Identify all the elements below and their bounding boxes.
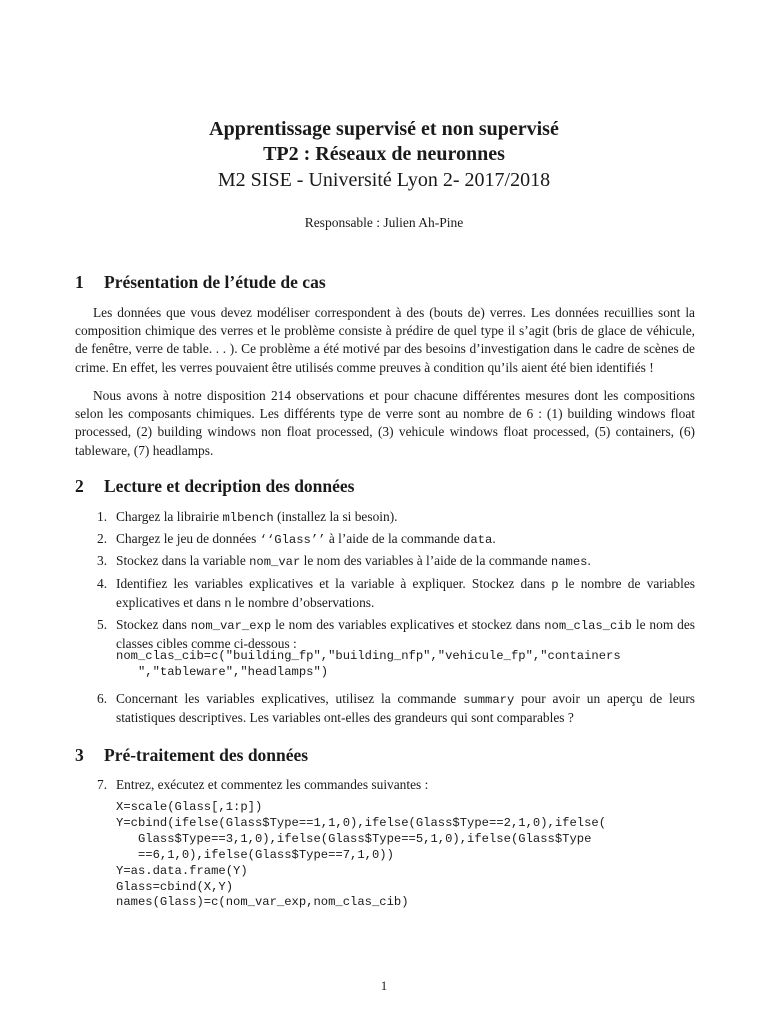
list-item: 5. Stockez dans nom_var_exp le nom des variables explicatives et stockez dans nom_clas_cib le nom des classes cibles comme ci-dessous : <box>97 617 695 652</box>
list-item: 3. Stockez dans la variable nom_var le nom des variables à l’aide de la commande names. <box>97 553 591 570</box>
program-title: M2 SISE - Université Lyon 2- 2017/2018 <box>217 169 551 191</box>
section-2-heading <box>75 476 355 497</box>
section-2-number: 2 <box>75 476 84 496</box>
section-3-list <box>75 776 695 794</box>
code-block-preprocessing: X=scale(Glass[,1:p]) Y=cbind(ifelse(Glass$Type==1,1,0),ifelse(Glass$Type==2,1,0),ifelse( Glass$Type==3,1,0),ifelse(Glass$Type==5,1,0),ifelse(Glass$Type ==6,1,0),ifelse(Glass$Type==7,1,0)) Y=as.data.frame(Y) Glass=cbind(X,Y) names(Glass)=c(nom_var_exp,nom_clas_cib) <box>116 800 607 910</box>
list-item: 6. Concernant les variables explicatives, utilisez la commande summary pour avoir un aperçu de leurs statistiques descriptives. Les variables ont-elles des grandeurs qui sont comparables ? <box>97 691 696 726</box>
section-3-heading <box>75 745 308 766</box>
section-1-paragraph-2: Nous avons à notre disposition 214 observations et pour chacune différentes mesures dont les compositions selon les composants chimiques. Les différents type de verre sont au nombre de 6 : (1) building windows float processed, (2) building windows non float processed, (3) vehicule windows float processed, (5) containers, (6) tableware, (7) headlamps. <box>75 388 695 458</box>
section-2-title: Lecture et decription des données <box>104 476 355 496</box>
list-item: 4. Identifiez les variables explicatives et la variable à expliquer. Stockez dans p le nombre de variables explicatives et dans n le nombre d’observations. <box>97 575 695 611</box>
list-item: 7. Entrez, exécutez et commentez les commandes suivantes : <box>97 777 429 792</box>
section-1-number: 1 <box>75 272 84 292</box>
section-1-title: Présentation de l’étude de cas <box>104 272 326 292</box>
section-2-list <box>75 508 695 653</box>
list-item: 1. Chargez la librairie mlbench (installez la si besoin). <box>97 509 398 525</box>
section-1-paragraph-1: Les données que vous devez modéliser correspondent à des (bouts de) verres. Les données recuillies sont la composition chimique des verres et le problème consiste à prédire de quel type il s’agit (bris de glace de véhicule, de fenêtre, verre de table. . . ). Ce problème a été motivé par des besoins d’investigation dans le cadre de scènes de crime. En effet, les verres pouvaient être utilisés comme preuves à condition qu’ils aient été bien identifiés ! <box>75 305 695 375</box>
course-title: Apprentissage supervisé et non supervisé <box>209 118 559 140</box>
list-item: 2. Chargez le jeu de données ‘‘Glass’’ à l’aide de la commande data. <box>97 531 496 548</box>
title-block <box>0 117 768 231</box>
section-2-list-cont <box>75 690 695 727</box>
responsable-line: Responsable : Julien Ah-Pine <box>304 215 464 230</box>
section-3-title: Pré-traitement des données <box>104 745 309 765</box>
code-block-classes: nom_clas_cib=c("building_fp","building_nfp","vehicule_fp","containers ","tableware","headlamps") <box>116 649 621 679</box>
page-number: 1 <box>380 979 388 993</box>
section-3-number: 3 <box>75 745 84 765</box>
tp-title: TP2 : Réseaux de neuronnes <box>263 143 505 165</box>
section-1-heading <box>75 272 326 293</box>
